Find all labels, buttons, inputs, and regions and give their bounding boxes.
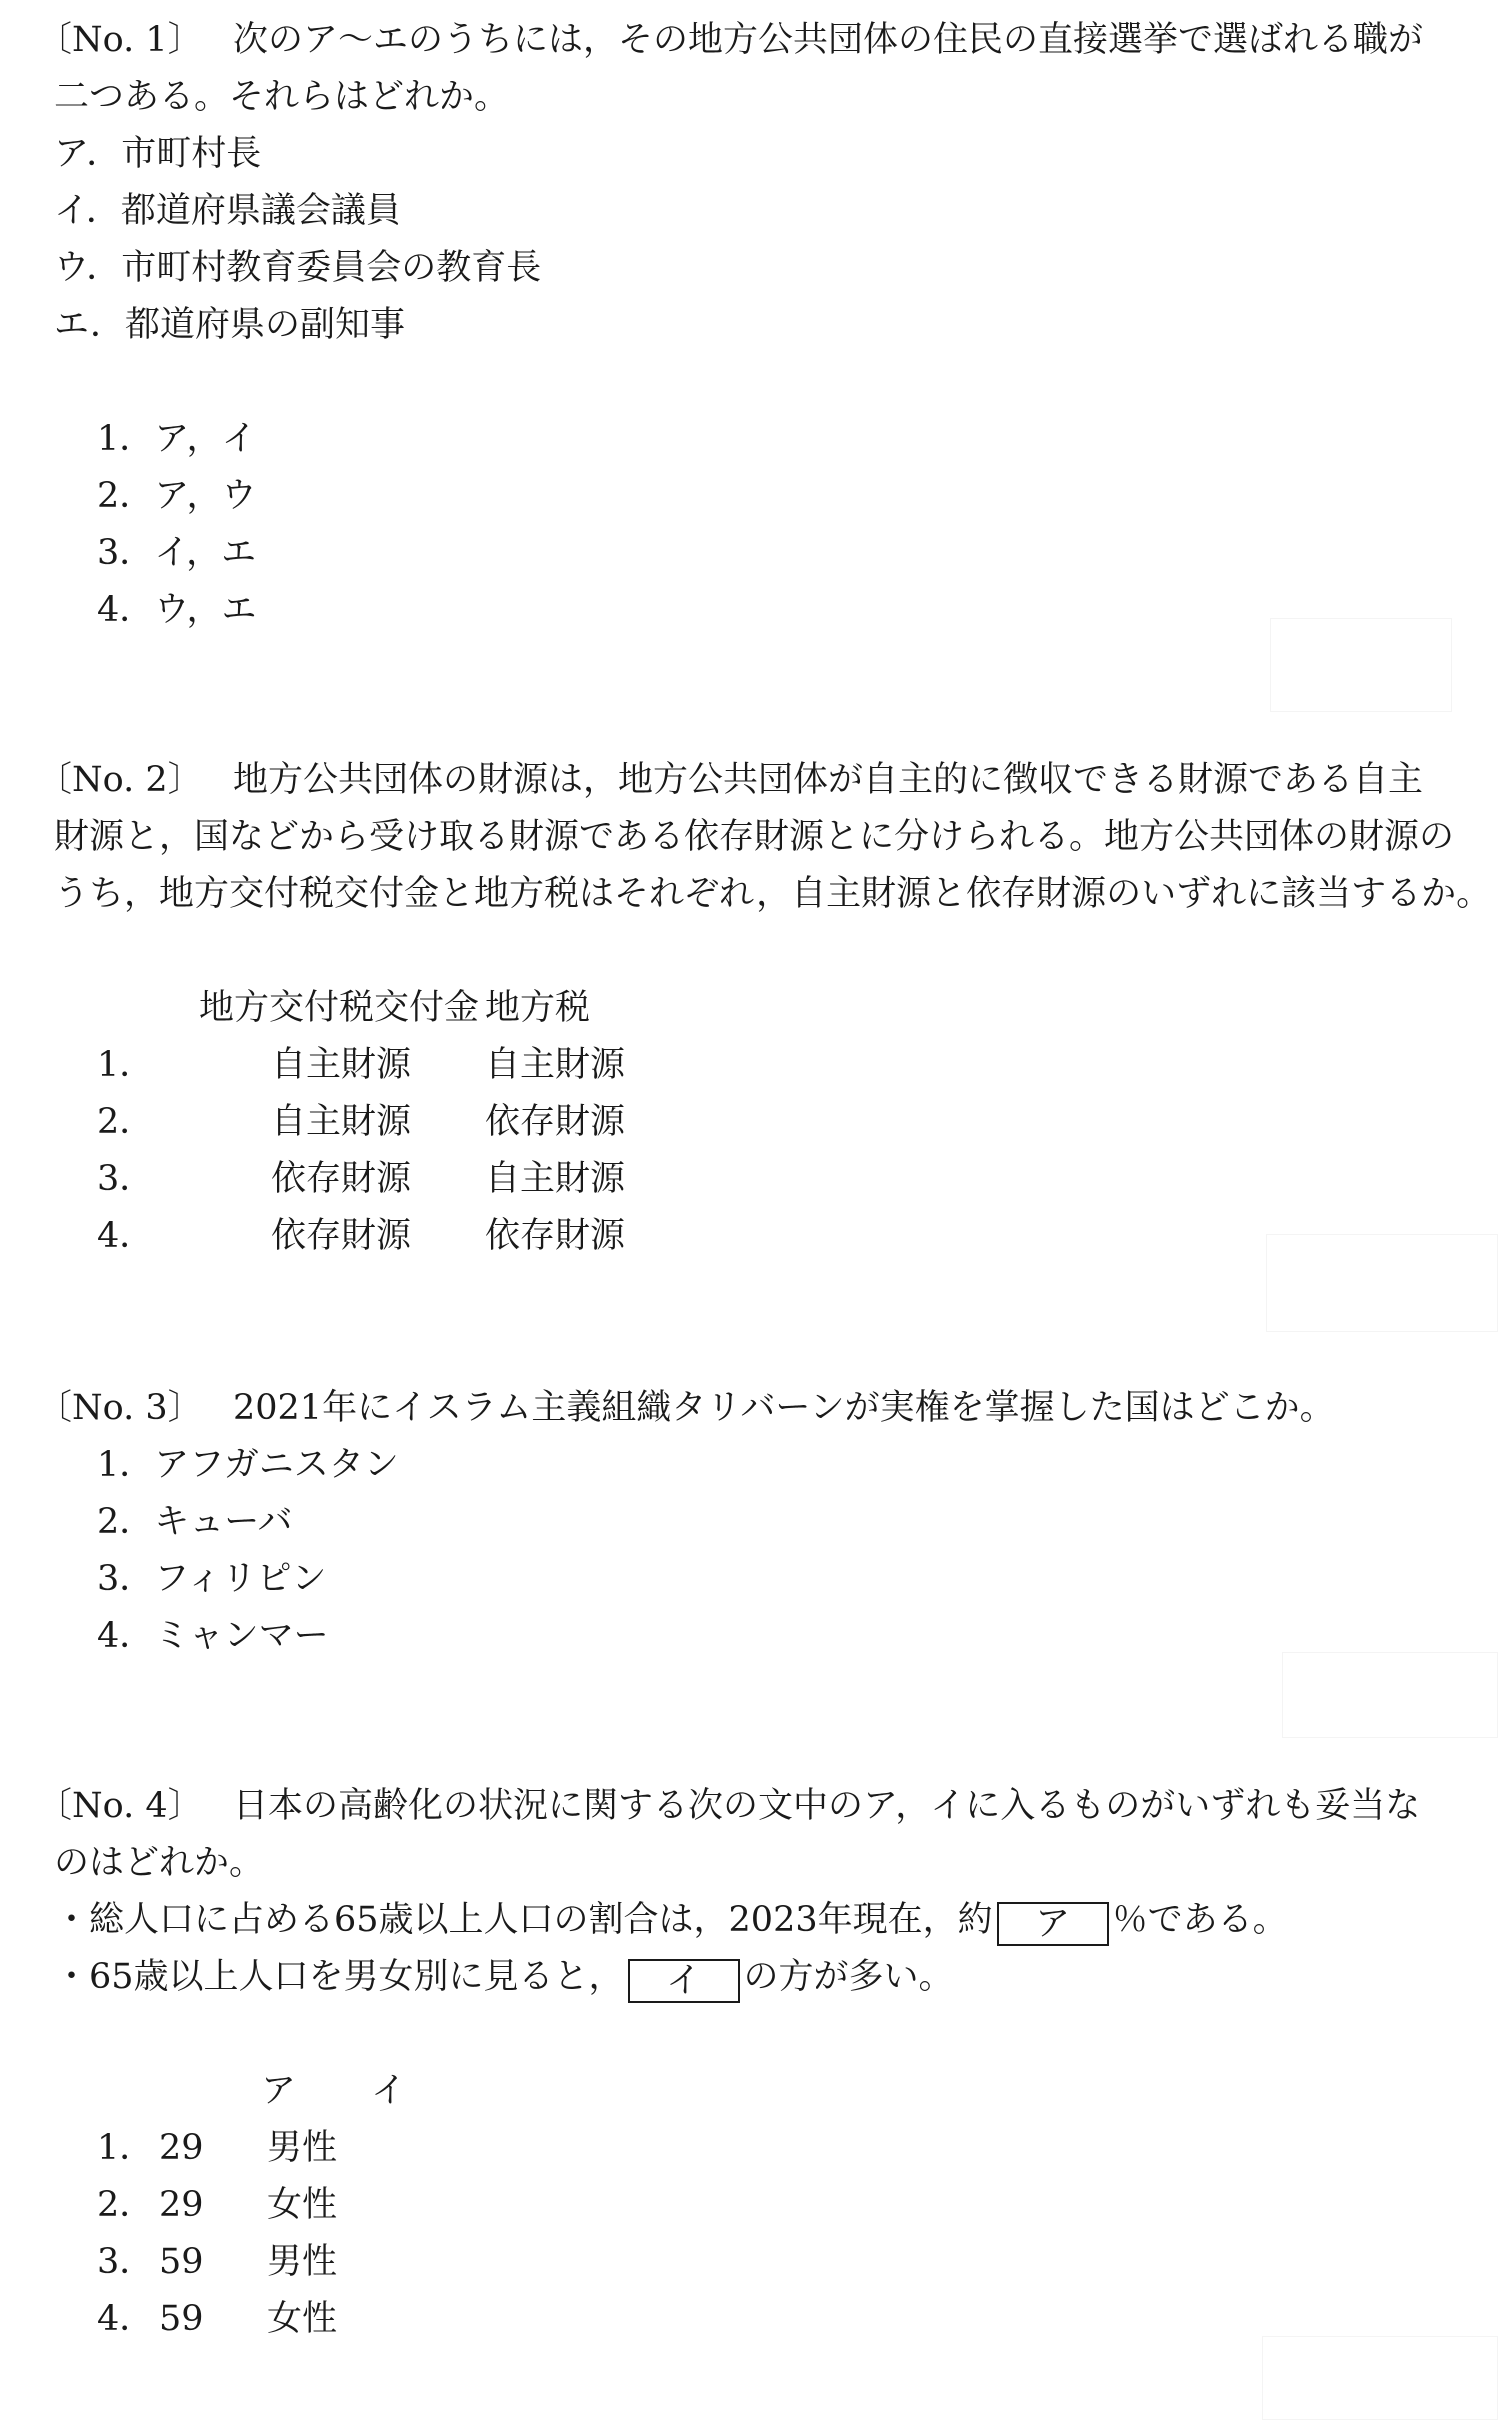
blank-box-b: イ (628, 1959, 740, 2003)
table-row (97, 2120, 1467, 2177)
option-number: 2． (97, 2185, 155, 2225)
table-header (97, 980, 1467, 1037)
scan-artifact (1262, 2336, 1498, 2420)
cell: 59 (159, 2242, 204, 2282)
scan-artifact (1266, 1234, 1498, 1332)
question-text: うち，地方交付税交付金と地方税はそれぞれ，自主財源と依存財源のいずれに該当するか。 (54, 874, 1492, 914)
answer-option: 4．ウ，エ (97, 590, 257, 630)
question-text: 地方公共団体の財源は，地方公共団体が自主的に徴収できる財源である自主 (233, 760, 1424, 800)
option-number: 3． (97, 2242, 155, 2282)
cell: 女性 (267, 2185, 338, 2225)
column-header: 地方税 (485, 988, 591, 1028)
question-text: 次のア～エのうちには，その地方公共団体の住民の直接選挙で選ばれる職が (233, 20, 1424, 60)
option-number: 1． (97, 1045, 155, 1085)
scan-artifact (1270, 618, 1452, 712)
list-item: エ．都道府県の副知事 (54, 305, 406, 345)
statement-bullet: ・総人口に占める65歳以上人口の割合は，2023年現在，約 ア ％である。 (54, 1900, 1288, 1944)
cell: 女性 (267, 2299, 338, 2339)
answer-table (97, 2063, 1467, 2348)
list-item: ウ．市町村教育委員会の教育長 (54, 248, 542, 288)
table-row (97, 2234, 1467, 2291)
option-number: 4． (97, 1216, 155, 1256)
question-text: 財源と，国などから受け取る財源である依存財源とに分けられる。地方公共団体の財源の (54, 817, 1455, 857)
answer-table (97, 980, 1467, 1265)
column-header: 地方交付税交付金 (199, 988, 480, 1028)
answer-option: 3．フィリピン (97, 1559, 327, 1599)
question-2 (37, 752, 1492, 1265)
cell: 自主財源 (485, 1045, 626, 1085)
question-text: のはどれか。 (54, 1843, 265, 1883)
cell: 依存財源 (485, 1216, 626, 1256)
option-number: 4． (97, 2299, 155, 2339)
table-row (97, 1037, 1467, 1094)
answer-option: 3．イ，エ (97, 533, 257, 573)
cell: 男性 (267, 2242, 338, 2282)
table-row (97, 2177, 1467, 2234)
statement-bullet: ・65歳以上人口を男女別に見ると， イ の方が多い。 (54, 1957, 954, 2001)
question-number: 〔No. 4〕 (37, 1786, 203, 1826)
question-number: 〔No. 3〕 (37, 1388, 203, 1428)
cell: 29 (159, 2185, 204, 2225)
answer-option: 4．ミャンマー (97, 1616, 329, 1656)
table-row (97, 1151, 1467, 1208)
cell: 依存財源 (271, 1159, 412, 1199)
cell: 依存財源 (271, 1216, 412, 1256)
cell: 自主財源 (271, 1045, 412, 1085)
cell: 依存財源 (485, 1102, 626, 1142)
cell: 自主財源 (271, 1102, 412, 1142)
cell: 59 (159, 2299, 204, 2339)
question-text: 二つある。それらはどれか。 (54, 77, 510, 117)
cell: 男性 (267, 2128, 338, 2168)
table-row (97, 1208, 1467, 1265)
question-1 (37, 12, 1467, 639)
option-number: 1． (97, 2128, 155, 2168)
option-number: 2． (97, 1102, 155, 1142)
table-row (97, 1094, 1467, 1151)
list-item: ア．市町村長 (54, 134, 262, 174)
cell: 29 (159, 2128, 204, 2168)
answer-option: 1．アフガニスタン (97, 1445, 399, 1485)
column-header: ア (261, 2071, 297, 2111)
answer-option: 2．キューバ (97, 1502, 293, 1542)
column-header: イ (371, 2071, 407, 2111)
question-3 (37, 1380, 1467, 1665)
blank-box-a: ア (997, 1902, 1109, 1946)
question-text: 日本の高齢化の状況に関する次の文中のア，イに入るものがいずれも妥当な (233, 1786, 1421, 1826)
question-number: 〔No. 1〕 (37, 20, 203, 60)
answer-option: 2．ア，ウ (97, 476, 257, 516)
question-text: 2021年にイスラム主義組織タリバーンが実権を掌握した国はどこか。 (233, 1388, 1335, 1428)
table-header (97, 2063, 1467, 2120)
scan-artifact (1282, 1652, 1498, 1738)
question-number: 〔No. 2〕 (37, 760, 203, 800)
question-4 (37, 1778, 1467, 2348)
answer-option: 1．ア，イ (97, 419, 257, 459)
cell: 自主財源 (485, 1159, 626, 1199)
list-item: イ．都道府県議会議員 (54, 191, 401, 231)
option-number: 3． (97, 1159, 155, 1199)
